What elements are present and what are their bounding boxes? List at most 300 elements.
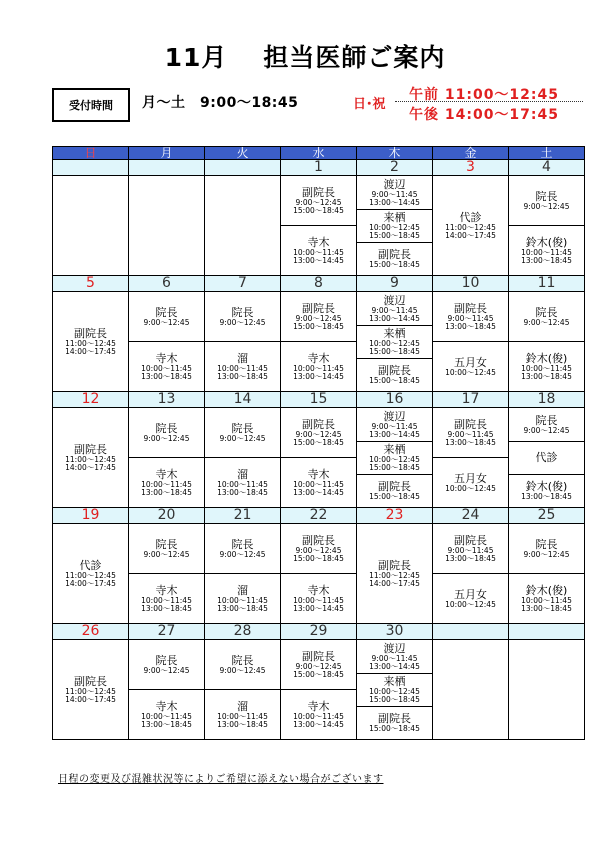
doctor-name: 副院長	[302, 302, 335, 315]
doctor-name: 代診	[535, 450, 558, 464]
title-main: 担当医師ご案内	[263, 43, 446, 72]
time-range: 9:00～12:45	[219, 549, 266, 559]
time-range: 15:00～18:45	[293, 553, 344, 563]
schedule-cell	[281, 640, 357, 740]
time-range: 13:00～18:45	[521, 491, 572, 501]
time-range: 10:00～11:45	[293, 364, 344, 373]
time-range: 13:00～18:45	[521, 255, 572, 265]
doctor-name: 溜	[237, 700, 248, 713]
time-range: 11:00～12:45	[65, 455, 116, 464]
doctor-name: 五月女	[454, 587, 487, 601]
schedule-cell	[53, 176, 129, 276]
page-title	[0, 38, 610, 74]
date-cell: 6	[129, 276, 205, 292]
doctor-name: 副院長	[454, 418, 487, 431]
schedule-cell	[433, 640, 509, 740]
time-range: 9:00～12:45	[523, 549, 570, 559]
time-range: 10:00～11:45	[293, 596, 344, 605]
time-range: 10:00～11:45	[521, 364, 572, 373]
time-range: 11:00～12:45	[369, 571, 420, 580]
time-range: 9:00～12:45	[143, 317, 190, 327]
doctor-slot	[129, 408, 204, 457]
schedule-row	[53, 640, 585, 740]
schedule-calendar	[52, 146, 585, 740]
time-range: 13:00～18:45	[217, 371, 268, 381]
time-range: 11:00～12:45	[445, 223, 496, 232]
weekday-header: 水	[281, 147, 357, 160]
doctor-slot	[433, 177, 508, 275]
date-cell: 26	[53, 624, 129, 640]
time-range: 10:00～12:45	[445, 367, 496, 377]
date-cell: 25	[509, 508, 585, 524]
schedule-cell	[129, 292, 205, 392]
doctor-name: 鈴木(俊)	[525, 236, 568, 249]
time-range: 15:00～18:45	[293, 669, 344, 679]
schedule-cell	[433, 176, 509, 276]
time-range: 15:00～18:45	[293, 437, 344, 447]
doctor-slot	[281, 457, 356, 507]
doctor-name: 副院長	[74, 327, 107, 340]
doctor-name: 溜	[237, 352, 248, 365]
time-range: 9:00～12:45	[523, 201, 570, 211]
doctor-name: 副院長	[378, 559, 411, 572]
doctor-slot	[433, 292, 508, 341]
doctor-name: 鈴木(俊)	[525, 352, 568, 365]
time-range: 13:00～18:45	[217, 719, 268, 729]
holiday-label: 日･祝	[353, 97, 386, 112]
schedule-cell	[53, 524, 129, 624]
schedule-cell	[357, 640, 433, 740]
doctor-name: 副院長	[302, 186, 335, 199]
date-cell: 14	[205, 392, 281, 408]
doctor-slot	[357, 325, 432, 358]
time-range: 9:00～12:45	[295, 546, 342, 555]
doctor-name: 代診	[459, 211, 482, 224]
date-cell: 15	[281, 392, 357, 408]
time-range: 13:00～14:45	[293, 719, 344, 729]
doctor-name: 院長	[155, 653, 178, 667]
doctor-name: 来栖	[383, 675, 406, 688]
doctor-name: 寺木	[307, 700, 330, 713]
date-row	[53, 276, 585, 292]
time-range: 9:00～12:45	[523, 425, 570, 435]
doctor-slot	[129, 524, 204, 573]
time-range: 13:00～14:45	[293, 487, 344, 497]
schedule-row	[53, 408, 585, 508]
time-range: 11:00～12:45	[65, 339, 116, 348]
date-cell: 22	[281, 508, 357, 524]
date-row	[53, 508, 585, 524]
date-cell: 16	[357, 392, 433, 408]
schedule-cell	[357, 176, 433, 276]
doctor-name: 副院長	[378, 363, 411, 377]
time-range: 13:00～18:45	[217, 487, 268, 497]
doctor-slot	[433, 524, 508, 573]
doctor-slot	[53, 293, 128, 391]
schedule-cell	[357, 408, 433, 508]
date-cell: 30	[357, 624, 433, 640]
time-range: 10:00～11:45	[293, 248, 344, 257]
doctor-name: 五月女	[454, 355, 487, 369]
doctor-name: 寺木	[307, 468, 330, 481]
date-row	[53, 624, 585, 640]
doctor-slot	[205, 408, 280, 457]
schedule-cell	[509, 292, 585, 392]
doctor-name: 渡辺	[383, 178, 406, 191]
doctor-name: 副院長	[302, 650, 335, 663]
doctor-name: 鈴木(俊)	[525, 584, 568, 597]
time-range: 14:00～17:45	[369, 578, 420, 588]
time-range: 10:00～11:45	[293, 480, 344, 489]
weekday-header: 日	[53, 147, 129, 160]
doctor-slot	[53, 409, 128, 507]
time-range: 15:00～18:45	[293, 321, 344, 331]
schedule-cell	[281, 408, 357, 508]
doctor-slot	[357, 673, 432, 706]
time-range: 10:00～11:45	[141, 712, 192, 721]
doctor-slot	[205, 457, 280, 507]
schedule-cell	[357, 524, 433, 624]
schedule-cell	[357, 292, 433, 392]
time-range: 10:00～11:45	[217, 712, 268, 721]
time-range: 14:00～17:45	[65, 694, 116, 704]
time-range: 9:00～12:45	[143, 549, 190, 559]
date-cell	[129, 160, 205, 176]
schedule-cell	[281, 176, 357, 276]
time-range: 9:00～12:45	[219, 317, 266, 327]
schedule-cell	[509, 640, 585, 740]
doctor-slot	[129, 457, 204, 507]
schedule-cell	[129, 640, 205, 740]
time-range: 14:00～17:45	[65, 578, 116, 588]
doctor-slot	[509, 292, 584, 341]
doctor-name: 院長	[231, 305, 254, 319]
weekday-header: 木	[357, 147, 433, 160]
schedule-cell	[53, 640, 129, 740]
time-range: 10:00～12:45	[369, 455, 420, 464]
doctor-name: 寺木	[307, 584, 330, 597]
doctor-name: 渡辺	[383, 294, 406, 307]
schedule-cell	[205, 524, 281, 624]
doctor-name: 寺木	[307, 236, 330, 249]
date-cell: 4	[509, 160, 585, 176]
doctor-name: 副院長	[74, 443, 107, 456]
doctor-name: 院長	[535, 413, 558, 427]
doctor-slot	[357, 177, 432, 209]
doctor-name: 院長	[535, 305, 558, 319]
doctor-slot	[281, 341, 356, 391]
date-cell: 17	[433, 392, 509, 408]
time-range: 9:00～12:45	[295, 430, 342, 439]
doctor-slot	[129, 689, 204, 739]
time-range: 15:00～18:45	[369, 694, 420, 704]
doctor-slot	[205, 689, 280, 739]
schedule-cell	[433, 292, 509, 392]
title-month: 11月	[164, 43, 228, 72]
time-range: 13:00～14:45	[293, 371, 344, 381]
date-row	[53, 160, 585, 176]
divider	[395, 101, 583, 102]
doctor-name: 溜	[237, 584, 248, 597]
schedule-cell	[129, 176, 205, 276]
doctor-slot	[205, 640, 280, 689]
doctor-slot	[357, 293, 432, 325]
time-range: 9:00～12:45	[295, 662, 342, 671]
doctor-slot	[53, 525, 128, 623]
date-cell: 13	[129, 392, 205, 408]
date-cell: 1	[281, 160, 357, 176]
time-range: 10:00～11:45	[217, 596, 268, 605]
doctor-name: 代診	[79, 559, 102, 572]
schedule-cell	[281, 524, 357, 624]
doctor-slot	[433, 408, 508, 457]
date-cell: 11	[509, 276, 585, 292]
doctor-slot	[205, 292, 280, 341]
doctor-name: 副院長	[74, 675, 107, 688]
date-cell: 28	[205, 624, 281, 640]
doctor-slot	[357, 474, 432, 507]
doctor-slot	[205, 573, 280, 623]
date-cell: 29	[281, 624, 357, 640]
time-range: 14:00～17:45	[65, 346, 116, 356]
date-cell: 19	[53, 508, 129, 524]
doctor-slot	[357, 242, 432, 275]
doctor-slot	[281, 689, 356, 739]
time-range: 13:00～18:45	[445, 321, 496, 331]
reception-hours-label: 受付時間	[52, 88, 130, 122]
time-range: 13:00～18:45	[521, 371, 572, 381]
doctor-slot	[129, 640, 204, 689]
doctor-slot	[509, 474, 584, 507]
doctor-name: 副院長	[378, 711, 411, 725]
time-range: 15:00～18:45	[369, 375, 420, 385]
doctor-slot	[281, 573, 356, 623]
doctor-name: 寺木	[155, 700, 178, 713]
date-cell	[433, 624, 509, 640]
doctor-name: 寺木	[155, 468, 178, 481]
doctor-slot	[129, 573, 204, 623]
doctor-name: 副院長	[302, 534, 335, 547]
time-range: 15:00～18:45	[369, 723, 420, 733]
schedule-cell	[205, 640, 281, 740]
doctor-slot	[357, 209, 432, 242]
doctor-slot	[509, 176, 584, 225]
time-range: 9:00～11:45	[447, 546, 494, 555]
doctor-slot	[281, 524, 356, 573]
doctor-name: 来栖	[383, 327, 406, 340]
date-cell: 18	[509, 392, 585, 408]
time-range: 9:00～12:45	[295, 314, 342, 323]
weekday-header: 月	[129, 147, 205, 160]
doctor-name: 来栖	[383, 443, 406, 456]
time-range: 10:00～12:45	[369, 223, 420, 232]
doctor-slot	[357, 706, 432, 739]
doctor-slot	[509, 225, 584, 275]
time-range: 9:00～11:45	[371, 306, 418, 315]
doctor-slot	[357, 525, 432, 623]
doctor-name: 寺木	[307, 352, 330, 365]
doctor-slot	[509, 573, 584, 623]
time-range: 13:00～18:45	[445, 437, 496, 447]
time-range: 10:00～11:45	[521, 248, 572, 257]
time-range: 9:00～11:45	[371, 190, 418, 199]
time-range: 9:00～12:45	[523, 317, 570, 327]
time-range: 15:00～18:45	[369, 259, 420, 269]
doctor-slot	[205, 524, 280, 573]
time-range: 13:00～14:45	[369, 197, 420, 207]
schedule-cell	[433, 524, 509, 624]
weekday-header: 土	[509, 147, 585, 160]
doctor-slot	[281, 408, 356, 457]
doctor-name: 副院長	[378, 247, 411, 261]
date-cell: 9	[357, 276, 433, 292]
time-range: 10:00～11:45	[141, 596, 192, 605]
time-range: 9:00～12:45	[219, 433, 266, 443]
time-range: 10:00～12:45	[445, 599, 496, 609]
doctor-name: 副院長	[454, 302, 487, 315]
time-range: 10:00～12:45	[445, 483, 496, 493]
doctor-name: 副院長	[378, 479, 411, 493]
doctor-slot	[357, 409, 432, 441]
date-cell	[509, 624, 585, 640]
date-cell: 10	[433, 276, 509, 292]
doctor-name: 院長	[155, 305, 178, 319]
date-cell	[205, 160, 281, 176]
date-cell: 2	[357, 160, 433, 176]
date-row	[53, 392, 585, 408]
doctor-slot	[509, 441, 584, 474]
doctor-slot	[281, 640, 356, 689]
schedule-cell	[53, 292, 129, 392]
time-range: 13:00～14:45	[293, 603, 344, 613]
time-range: 9:00～12:45	[295, 198, 342, 207]
weekday-hours: 月～土 9:00～18:45	[142, 95, 299, 111]
doctor-name: 院長	[231, 537, 254, 551]
time-range: 10:00～11:45	[217, 364, 268, 373]
doctor-name: 渡辺	[383, 642, 406, 655]
schedule-cell	[509, 176, 585, 276]
date-cell: 23	[357, 508, 433, 524]
doctor-name: 寺木	[155, 584, 178, 597]
time-range: 9:00～11:45	[371, 654, 418, 663]
time-range: 13:00～18:45	[141, 719, 192, 729]
time-range: 10:00～11:45	[141, 480, 192, 489]
doctor-slot	[433, 457, 508, 507]
doctor-name: 院長	[155, 537, 178, 551]
date-cell: 27	[129, 624, 205, 640]
doctor-slot	[281, 176, 356, 225]
doctor-slot	[281, 225, 356, 275]
doctor-slot	[281, 292, 356, 341]
date-cell: 5	[53, 276, 129, 292]
time-range: 10:00～11:45	[141, 364, 192, 373]
schedule-row	[53, 176, 585, 276]
schedule-cell	[205, 408, 281, 508]
time-range: 15:00～18:45	[293, 205, 344, 215]
doctor-name: 鈴木(俊)	[525, 479, 568, 493]
doctor-slot	[433, 341, 508, 391]
doctor-slot	[509, 409, 584, 441]
time-range: 13:00～18:45	[141, 371, 192, 381]
schedule-cell	[205, 292, 281, 392]
time-range: 13:00～18:45	[521, 603, 572, 613]
doctor-name: 院長	[535, 537, 558, 551]
time-range: 10:00～11:45	[217, 480, 268, 489]
time-range: 9:00～11:45	[447, 430, 494, 439]
doctor-slot	[357, 358, 432, 391]
time-range: 13:00～14:45	[369, 661, 420, 671]
doctor-name: 寺木	[155, 352, 178, 365]
doctor-name: 院長	[231, 653, 254, 667]
doctor-slot	[509, 341, 584, 391]
date-cell: 8	[281, 276, 357, 292]
time-range: 13:00～14:45	[369, 313, 420, 323]
time-range: 9:00～12:45	[143, 433, 190, 443]
schedule-row	[53, 292, 585, 392]
doctor-slot	[357, 441, 432, 474]
date-cell: 20	[129, 508, 205, 524]
weekday-header: 金	[433, 147, 509, 160]
date-cell: 7	[205, 276, 281, 292]
doctor-name: 溜	[237, 468, 248, 481]
date-cell	[53, 160, 129, 176]
time-range: 13:00～18:45	[445, 553, 496, 563]
schedule-cell	[509, 524, 585, 624]
time-range: 9:00～11:45	[447, 314, 494, 323]
doctor-name: 院長	[231, 421, 254, 435]
time-range: 13:00～14:45	[293, 255, 344, 265]
footer-note: 日程の変更及び混雑状況等によりご希望に添えない場合がございます	[58, 774, 384, 785]
time-range: 10:00～11:45	[293, 712, 344, 721]
date-cell: 12	[53, 392, 129, 408]
doctor-slot	[129, 341, 204, 391]
doctor-name: 院長	[535, 189, 558, 203]
time-range: 11:00～12:45	[65, 571, 116, 580]
time-range: 14:00～17:45	[445, 230, 496, 240]
time-range: 15:00～18:45	[369, 346, 420, 356]
time-range: 15:00～18:45	[369, 230, 420, 240]
weekday-header-row	[53, 147, 585, 160]
doctor-name: 五月女	[454, 471, 487, 485]
schedule-cell	[53, 408, 129, 508]
doctor-name: 副院長	[302, 418, 335, 431]
time-range: 15:00～18:45	[369, 462, 420, 472]
doctor-name: 院長	[155, 421, 178, 435]
schedule-cell	[281, 292, 357, 392]
doctor-name: 来栖	[383, 211, 406, 224]
schedule-row	[53, 524, 585, 624]
schedule-cell	[129, 408, 205, 508]
schedule-cell	[205, 176, 281, 276]
schedule-cell	[433, 408, 509, 508]
time-range: 11:00～12:45	[65, 687, 116, 696]
time-range: 9:00～12:45	[219, 665, 266, 675]
doctor-name: 渡辺	[383, 410, 406, 423]
schedule-cell	[509, 408, 585, 508]
doctor-name: 副院長	[454, 534, 487, 547]
time-range: 13:00～18:45	[141, 487, 192, 497]
time-range: 9:00～12:45	[143, 665, 190, 675]
schedule-cell	[129, 524, 205, 624]
time-range: 10:00～12:45	[369, 339, 420, 348]
doctor-slot	[509, 524, 584, 573]
doctor-slot	[205, 341, 280, 391]
time-range: 13:00～18:45	[141, 603, 192, 613]
time-range: 15:00～18:45	[369, 491, 420, 501]
date-cell: 3	[433, 160, 509, 176]
holiday-hours-pm: 午後 14:00～17:45	[409, 107, 560, 123]
time-range: 9:00～11:45	[371, 422, 418, 431]
